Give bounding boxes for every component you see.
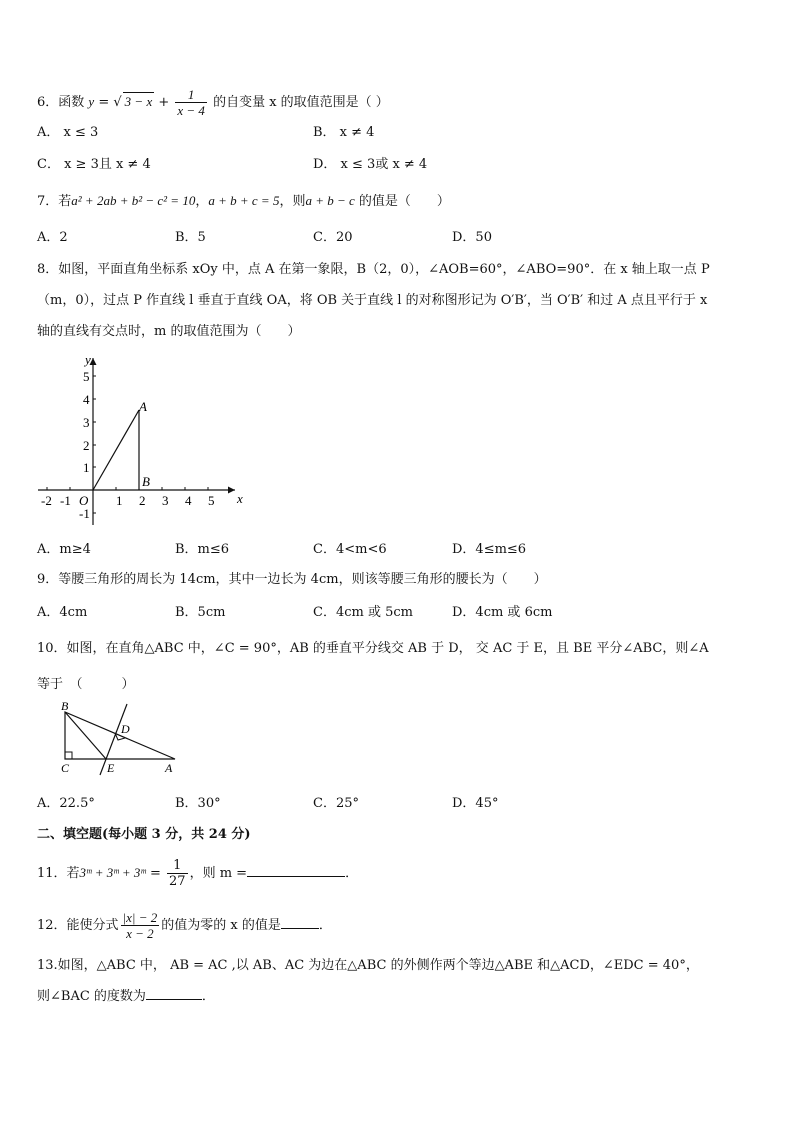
origin-label: O [79, 493, 89, 508]
x-tick-5: 5 [208, 493, 215, 508]
q6-option-a[interactable]: A． x ≤ 3 [37, 125, 99, 140]
x-tick-neg1: -1 [60, 493, 71, 508]
q7-option-a[interactable]: A．2 [37, 230, 68, 245]
q10-option-a[interactable]: A．22.5° [37, 796, 95, 811]
q11-frac-den: 27 [169, 874, 186, 889]
label-a: A [165, 761, 173, 775]
section-2-title: 二、填空题(每小题 3 分，共 24 分) [37, 827, 251, 842]
q11-answer-blank[interactable] [247, 876, 345, 877]
x-tick-4: 4 [185, 493, 192, 508]
q8-option-c[interactable]: C．4<m<6 [313, 542, 387, 557]
q12-suffix: 的值为零的 x 的值是 [161, 918, 281, 933]
q6-suffix: 的自变量 x 的取值范围是（ ） [213, 95, 389, 110]
q11-fraction [167, 858, 188, 889]
label-e: E [107, 761, 115, 775]
q11-eq: = [145, 866, 166, 881]
q13-answer-blank[interactable] [146, 999, 202, 1000]
q8-line3: 轴的直线有交点时，m 的取值范围为（ ） [37, 324, 301, 339]
y-tick-2: 2 [83, 438, 90, 453]
q8-line1: 8．如图，平面直角坐标系 xOy 中，点 A 在第一象限，B（2，0），∠AOB=60°，∠ABO=90°．在 x 轴上取一点 P [37, 262, 710, 277]
q12-stem [37, 910, 332, 941]
q7-prefix: 7．若 [37, 194, 72, 209]
x-axis-label: x [237, 491, 243, 506]
q9-option-b[interactable]: B．5cm [175, 605, 226, 620]
q9-option-c[interactable]: C．4cm 或 5cm [313, 605, 413, 620]
q8-option-a[interactable]: A．m≥4 [37, 542, 91, 557]
q10-option-b[interactable]: B．30° [175, 796, 221, 811]
x-tick-neg2: -2 [41, 493, 52, 508]
q7-expr3: a + b − c [305, 193, 355, 208]
q11-end: ． [345, 866, 359, 881]
q6-plus: + [158, 95, 174, 110]
x-tick-3: 3 [162, 493, 169, 508]
q6-option-d[interactable]: D． x ≤ 3或 x ≠ 4 [313, 157, 428, 172]
q13-line2-prefix: 则∠BAC 的度数为 [37, 989, 146, 1004]
label-b: B [61, 700, 69, 713]
sqrt-symbol: √ [113, 95, 122, 110]
label-c: C [61, 761, 70, 775]
q11-prefix: 11．若 [37, 866, 80, 881]
q12-frac-num: |x| − 2 [122, 910, 158, 925]
q10-line2: 等于 （ ） [37, 677, 135, 692]
triangle-abc [65, 712, 175, 759]
q13-line1: 13.如图，△ABC 中， AB = AC ,以 AB、AC 为边在△ABC 的外侧作两个等边△ABE 和△ACD，∠EDC = 40°， [37, 958, 699, 973]
y-tick-3: 3 [83, 415, 90, 430]
q7-mid2: ，则 [279, 194, 306, 209]
q12-frac-den: x − 2 [126, 926, 154, 941]
q6-stem [37, 87, 389, 118]
q6-func-lhs: y [88, 94, 95, 109]
q9-option-a[interactable]: A．4cm [37, 605, 88, 620]
q7-stem [37, 192, 450, 211]
q12-answer-blank[interactable] [281, 928, 319, 929]
q8-line2: （m，0），过点 P 作直线 l 垂直于直线 OA，将 OB 关于直线 l 的对称图形记为 O′B′，当 O′B′ 和过 A 点且平行于 x [37, 293, 708, 308]
right-angle-c-mark [65, 752, 72, 759]
q6-frac-den: x − 4 [177, 103, 205, 118]
point-b-label: B [142, 474, 150, 489]
q12-fraction [121, 910, 160, 941]
q11-expr: 3ᵐ + 3ᵐ + 3ᵐ [79, 865, 146, 880]
q6-frac-num: 1 [175, 87, 207, 103]
x-tick-1: 1 [116, 493, 123, 508]
q7-option-d[interactable]: D．50 [452, 230, 492, 245]
q12-prefix: 12．能使分式 [37, 918, 119, 933]
q11-stem [37, 858, 358, 889]
q8-option-d[interactable]: D．4≤m≤6 [452, 542, 527, 557]
q10-triangle-figure [55, 700, 185, 780]
q6-option-c[interactable]: C． x ≥ 3且 x ≠ 4 [37, 157, 151, 172]
q10-line1: 10．如图，在直角△ABC 中，∠C = 90°，AB 的垂直平分线交 AB 于 D， 交 AC 于 E，且 BE 平分∠ABC，则∠A [37, 641, 709, 656]
y-tick-4: 4 [83, 392, 90, 407]
q13-line2 [37, 988, 215, 1006]
y-tick-1: 1 [83, 460, 90, 475]
q8-coordinate-figure [30, 350, 255, 530]
q13-end: ． [201, 989, 215, 1004]
x-tick-2: 2 [139, 493, 146, 508]
q7-expr2: a + b + c = 5 [208, 193, 280, 208]
q6-option-b[interactable]: B． x ≠ 4 [313, 125, 375, 140]
q7-expr1: a² + 2ab + b² − c² = 10 [71, 193, 196, 208]
point-a-label: A [139, 399, 147, 414]
label-d: D [121, 722, 130, 736]
q9-stem: 9．等腰三角形的周长为 14cm，其中一边长为 4cm，则该等腰三角形的腰长为（ ） [37, 572, 547, 587]
q11-suffix: ，则 m = [189, 866, 248, 881]
y-axis-label: y [85, 352, 91, 367]
q6-fraction [175, 87, 207, 118]
q11-frac-num: 1 [167, 858, 188, 874]
q7-option-b[interactable]: B．5 [175, 230, 206, 245]
q6-sqrt: 3 − x [124, 94, 153, 109]
q7-mid: ， [195, 194, 209, 209]
q7-suffix: 的值是（ ） [354, 194, 450, 209]
q6-prefix: 6．函数 [37, 95, 85, 110]
y-tick-5: 5 [83, 369, 90, 384]
q8-option-b[interactable]: B．m≤6 [175, 542, 230, 557]
q10-option-d[interactable]: D．45° [452, 796, 499, 811]
q10-option-c[interactable]: C．25° [313, 796, 359, 811]
q12-end: ． [318, 918, 332, 933]
segment-oa [93, 410, 139, 490]
q9-option-d[interactable]: D．4cm 或 6cm [452, 605, 553, 620]
q6-eq: = [94, 95, 114, 110]
q7-option-c[interactable]: C．20 [313, 230, 353, 245]
y-tick-neg1: -1 [79, 506, 90, 521]
